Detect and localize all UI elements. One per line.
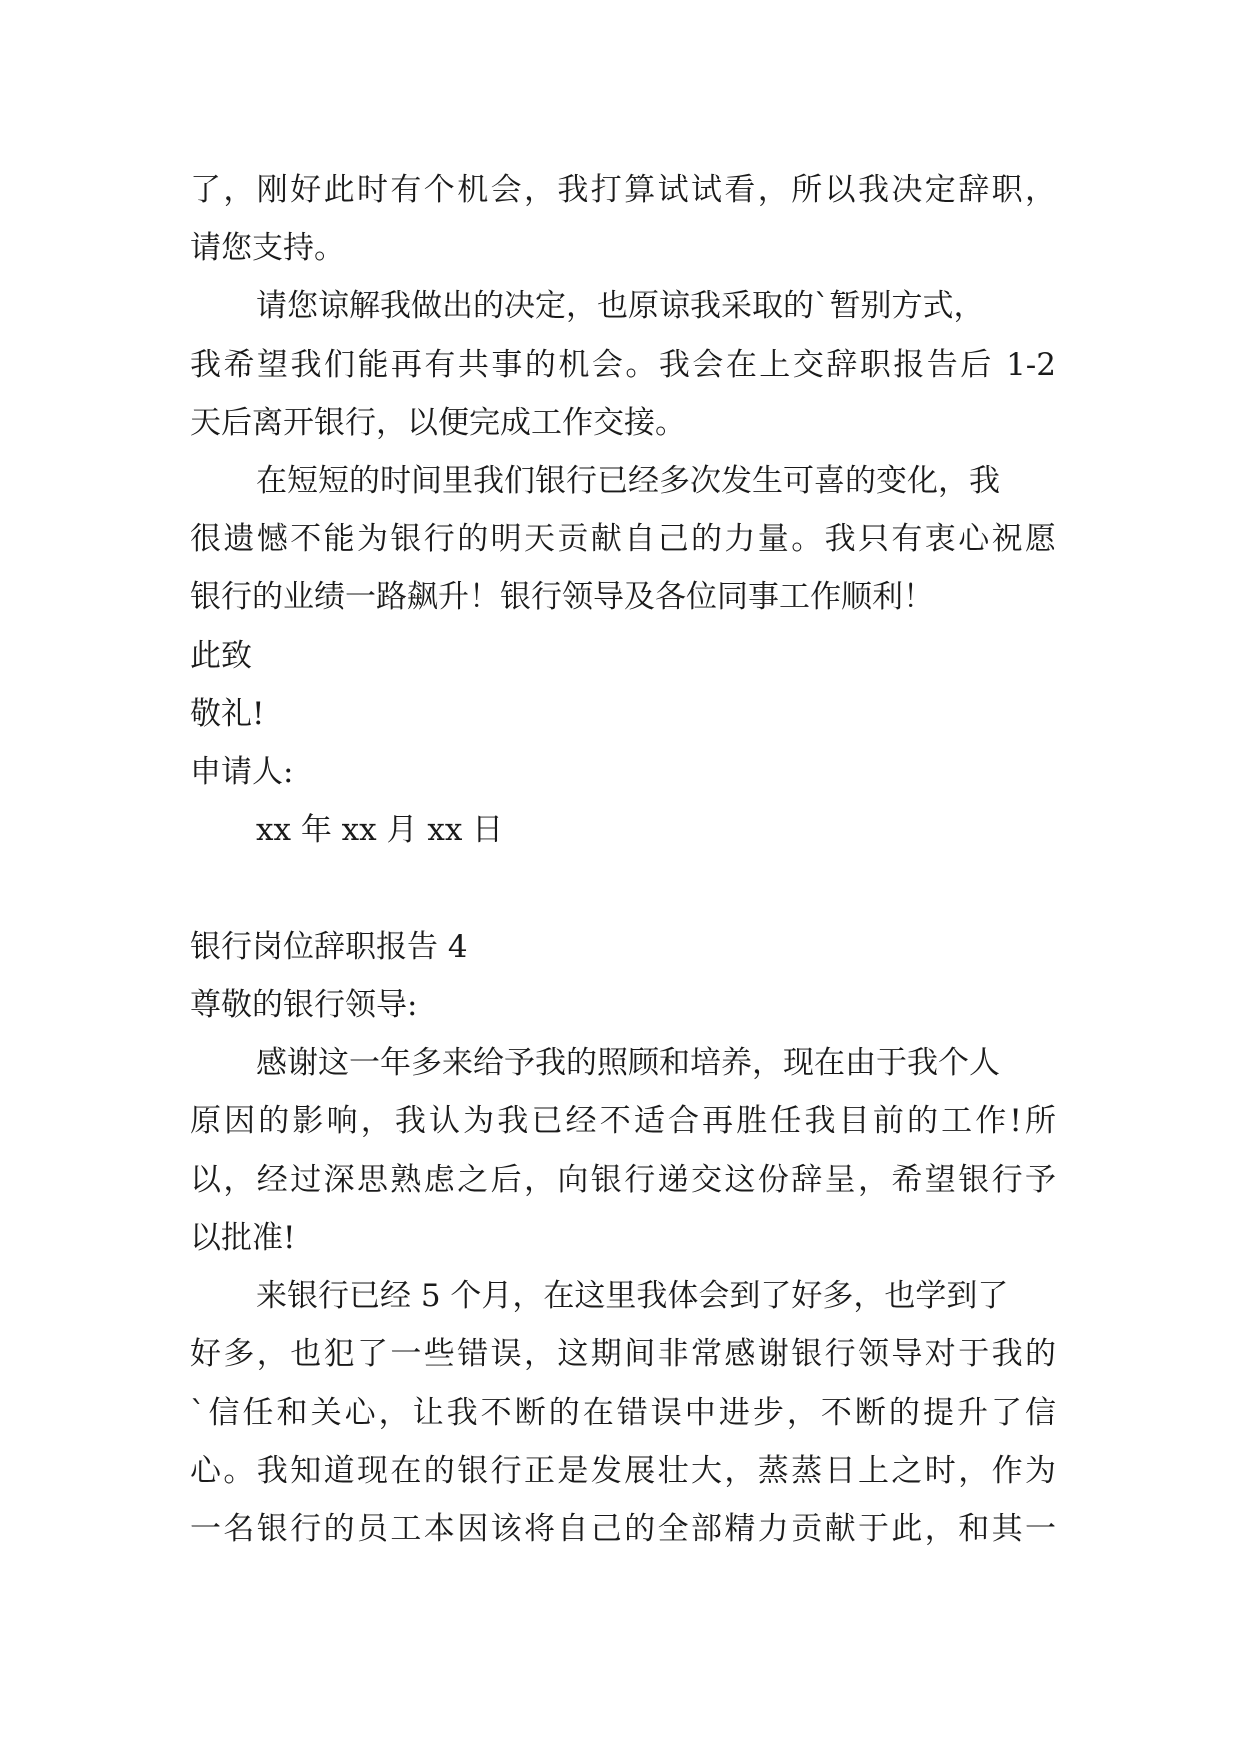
closing-line: 此致 bbox=[190, 638, 252, 674]
paragraph-line: 请您谅解我做出的决定，也原谅我采取的`暂别方式， bbox=[256, 288, 985, 324]
paragraph-line: 心。我知道现在的银行正是发展壮大，蒸蒸日上之时，作为 bbox=[190, 1453, 1056, 1489]
applicant-line: 申请人: bbox=[190, 754, 294, 790]
paragraph-line: 以批准! bbox=[190, 1220, 296, 1256]
paragraph-line: `信任和关心，让我不断的在错误中进步，不断的提升了信 bbox=[190, 1395, 1056, 1431]
paragraph-line: 请您支持。 bbox=[190, 230, 345, 266]
paragraph-line: 了，刚好此时有个机会，我打算试试看，所以我决定辞职， bbox=[190, 172, 1056, 208]
paragraph-line: 好多，也犯了一些错误，这期间非常感谢银行领导对于我的 bbox=[190, 1336, 1056, 1372]
paragraph-line: 天后离开银行，以便完成工作交接。 bbox=[190, 405, 686, 441]
greeting-line: 尊敬的银行领导: bbox=[190, 987, 418, 1023]
paragraph-line: 我希望我们能再有共事的机会。我会在上交辞职报告后 1-2 bbox=[190, 347, 1056, 383]
paragraph-line: 原因的影响，我认为我已经不适合再胜任我目前的工作!所 bbox=[190, 1103, 1056, 1139]
paragraph-line: 以，经过深思熟虑之后，向银行递交这份辞呈，希望银行予 bbox=[190, 1162, 1056, 1198]
paragraph-line: 感谢这一年多来给予我的照顾和培养，现在由于我个人 bbox=[256, 1045, 1000, 1081]
section-title: 银行岗位辞职报告 4 bbox=[190, 929, 468, 965]
paragraph-line: 来银行已经 5 个月，在这里我体会到了好多，也学到了 bbox=[256, 1278, 1009, 1314]
paragraph-line: 很遗憾不能为银行的明天贡献自己的力量。我只有衷心祝愿 bbox=[190, 521, 1056, 557]
paragraph-line: 银行的业绩一路飙升！银行领导及各位同事工作顺利！ bbox=[190, 579, 934, 615]
salutation-line: 敬礼! bbox=[190, 696, 265, 732]
paragraph-line: 在短短的时间里我们银行已经多次发生可喜的变化，我 bbox=[256, 463, 1000, 499]
date-line: xx 年 xx 月 xx 日 bbox=[256, 812, 504, 848]
paragraph-line: 一名银行的员工本因该将自己的全部精力贡献于此，和其一 bbox=[190, 1511, 1056, 1547]
